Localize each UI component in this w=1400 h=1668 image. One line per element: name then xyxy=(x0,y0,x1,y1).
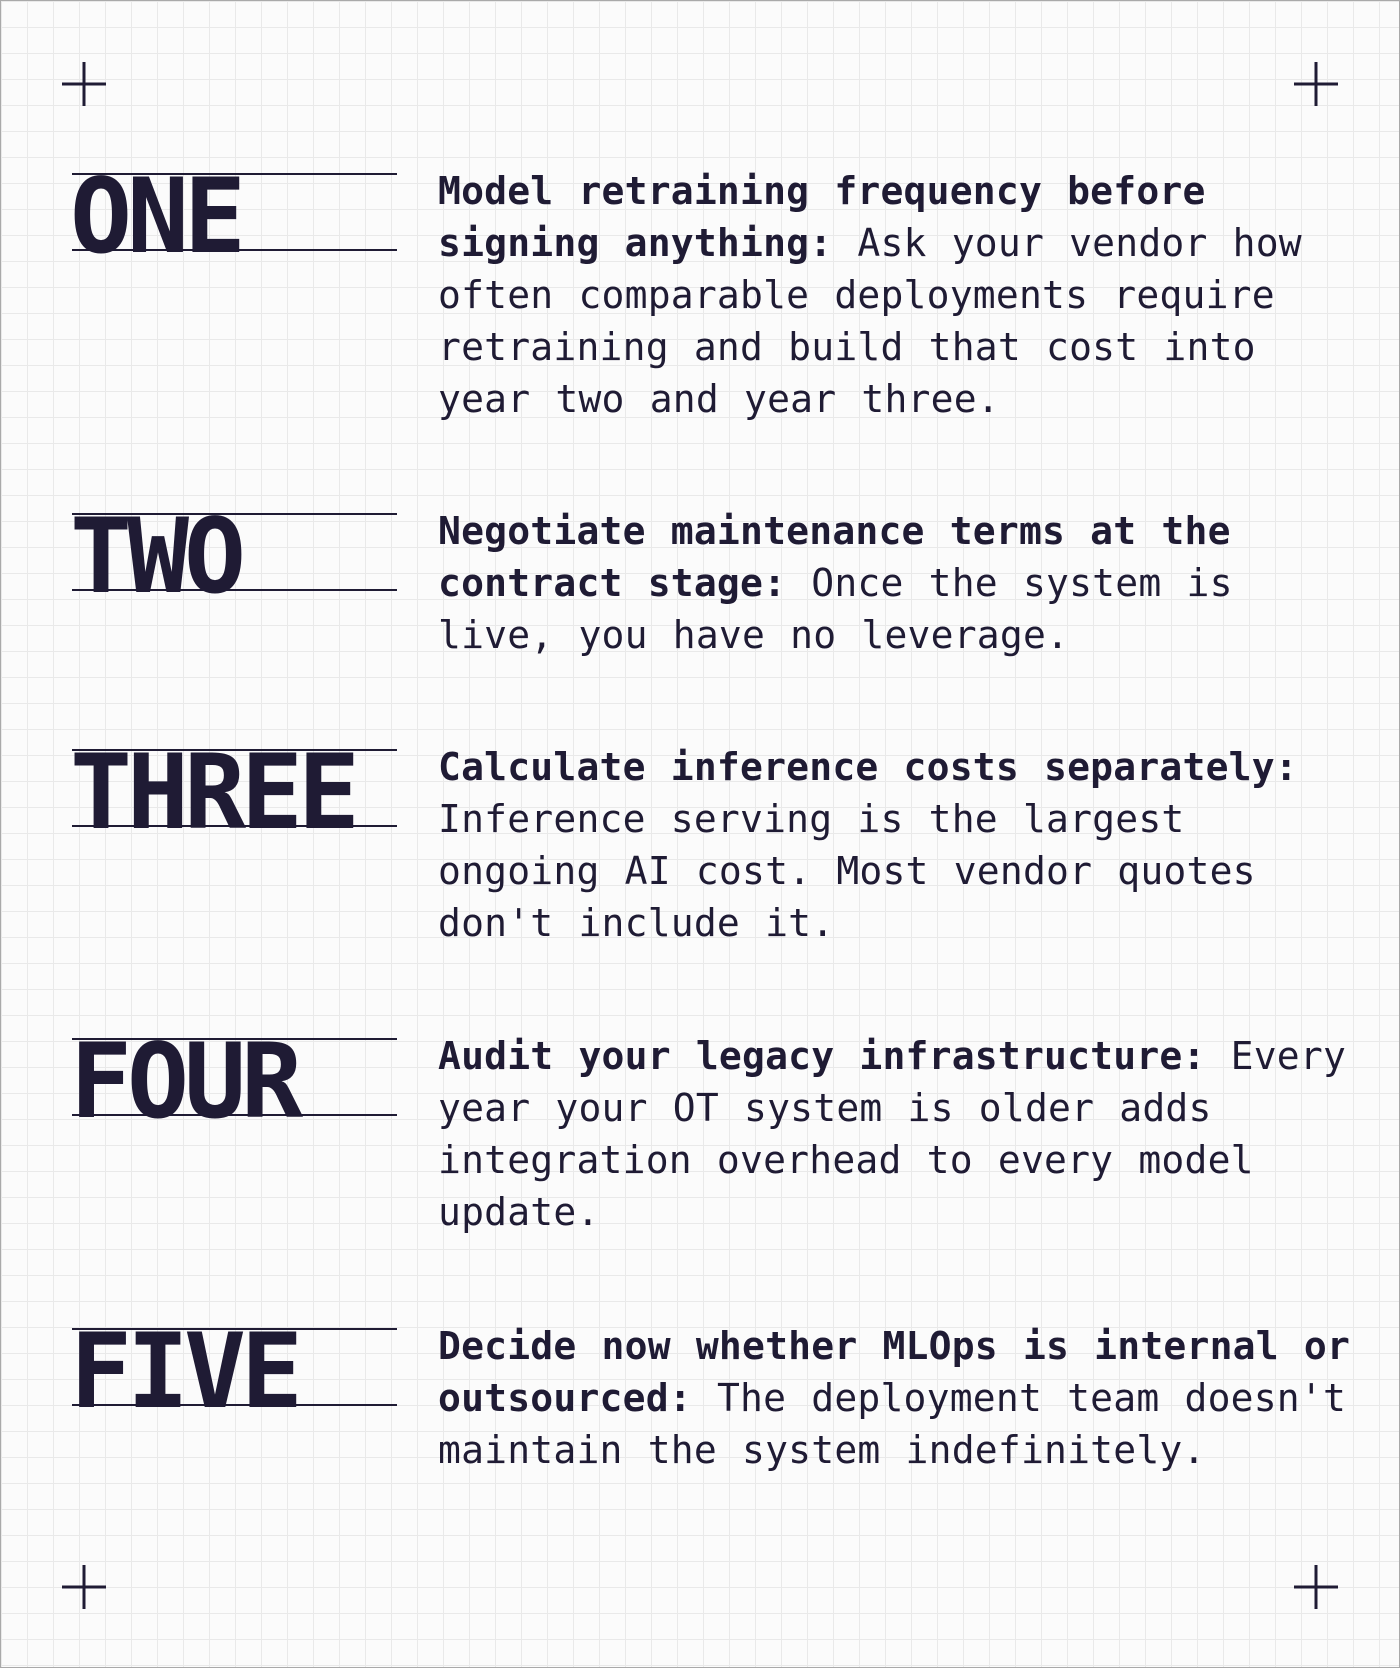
item-body: Ask your vendor how often comparable deployments require retraining and build that cost into year two and year three. xyxy=(438,221,1302,421)
item-description xyxy=(438,1320,1358,1476)
numeral-text: TWO xyxy=(70,497,242,617)
numeral-text: ONE xyxy=(70,157,242,277)
item-lead: Calculate inference costs separately: xyxy=(438,745,1298,789)
numeral-label xyxy=(70,497,397,617)
numeral-label xyxy=(70,1022,397,1142)
item-lead: Negotiate maintenance terms at the contract stage: xyxy=(438,509,1231,605)
numeral-label xyxy=(70,1312,397,1432)
item-body: Once the system is live, you have no leverage. xyxy=(438,561,1233,657)
item-description xyxy=(438,505,1358,661)
item-description xyxy=(438,165,1358,425)
corner-crosshair-icon xyxy=(1291,59,1341,109)
item-description xyxy=(438,1030,1358,1238)
numeral-label xyxy=(70,733,397,853)
numeral-label xyxy=(70,157,397,277)
item-body: Every year your OT system is older adds integration overhead to every model update. xyxy=(438,1034,1347,1234)
item-lead: Audit your legacy infrastructure: xyxy=(438,1034,1206,1078)
item-body: The deployment team doesn't maintain the system indefinitely. xyxy=(438,1376,1347,1472)
item-lead: Decide now whether MLOps is internal or outsourced: xyxy=(438,1324,1351,1420)
corner-crosshair-icon xyxy=(1291,1562,1341,1612)
item-body: Inference serving is the largest ongoing AI cost. Most vendor quotes don't include it. xyxy=(438,797,1256,945)
corner-crosshair-icon xyxy=(59,1562,109,1612)
item-description xyxy=(438,741,1358,949)
numeral-text: THREE xyxy=(70,733,356,853)
corner-crosshair-icon xyxy=(59,59,109,109)
numeral-text: FOUR xyxy=(70,1022,299,1142)
item-lead: Model retraining frequency before signing anything: xyxy=(438,169,1206,265)
numeral-text: FIVE xyxy=(70,1312,299,1432)
